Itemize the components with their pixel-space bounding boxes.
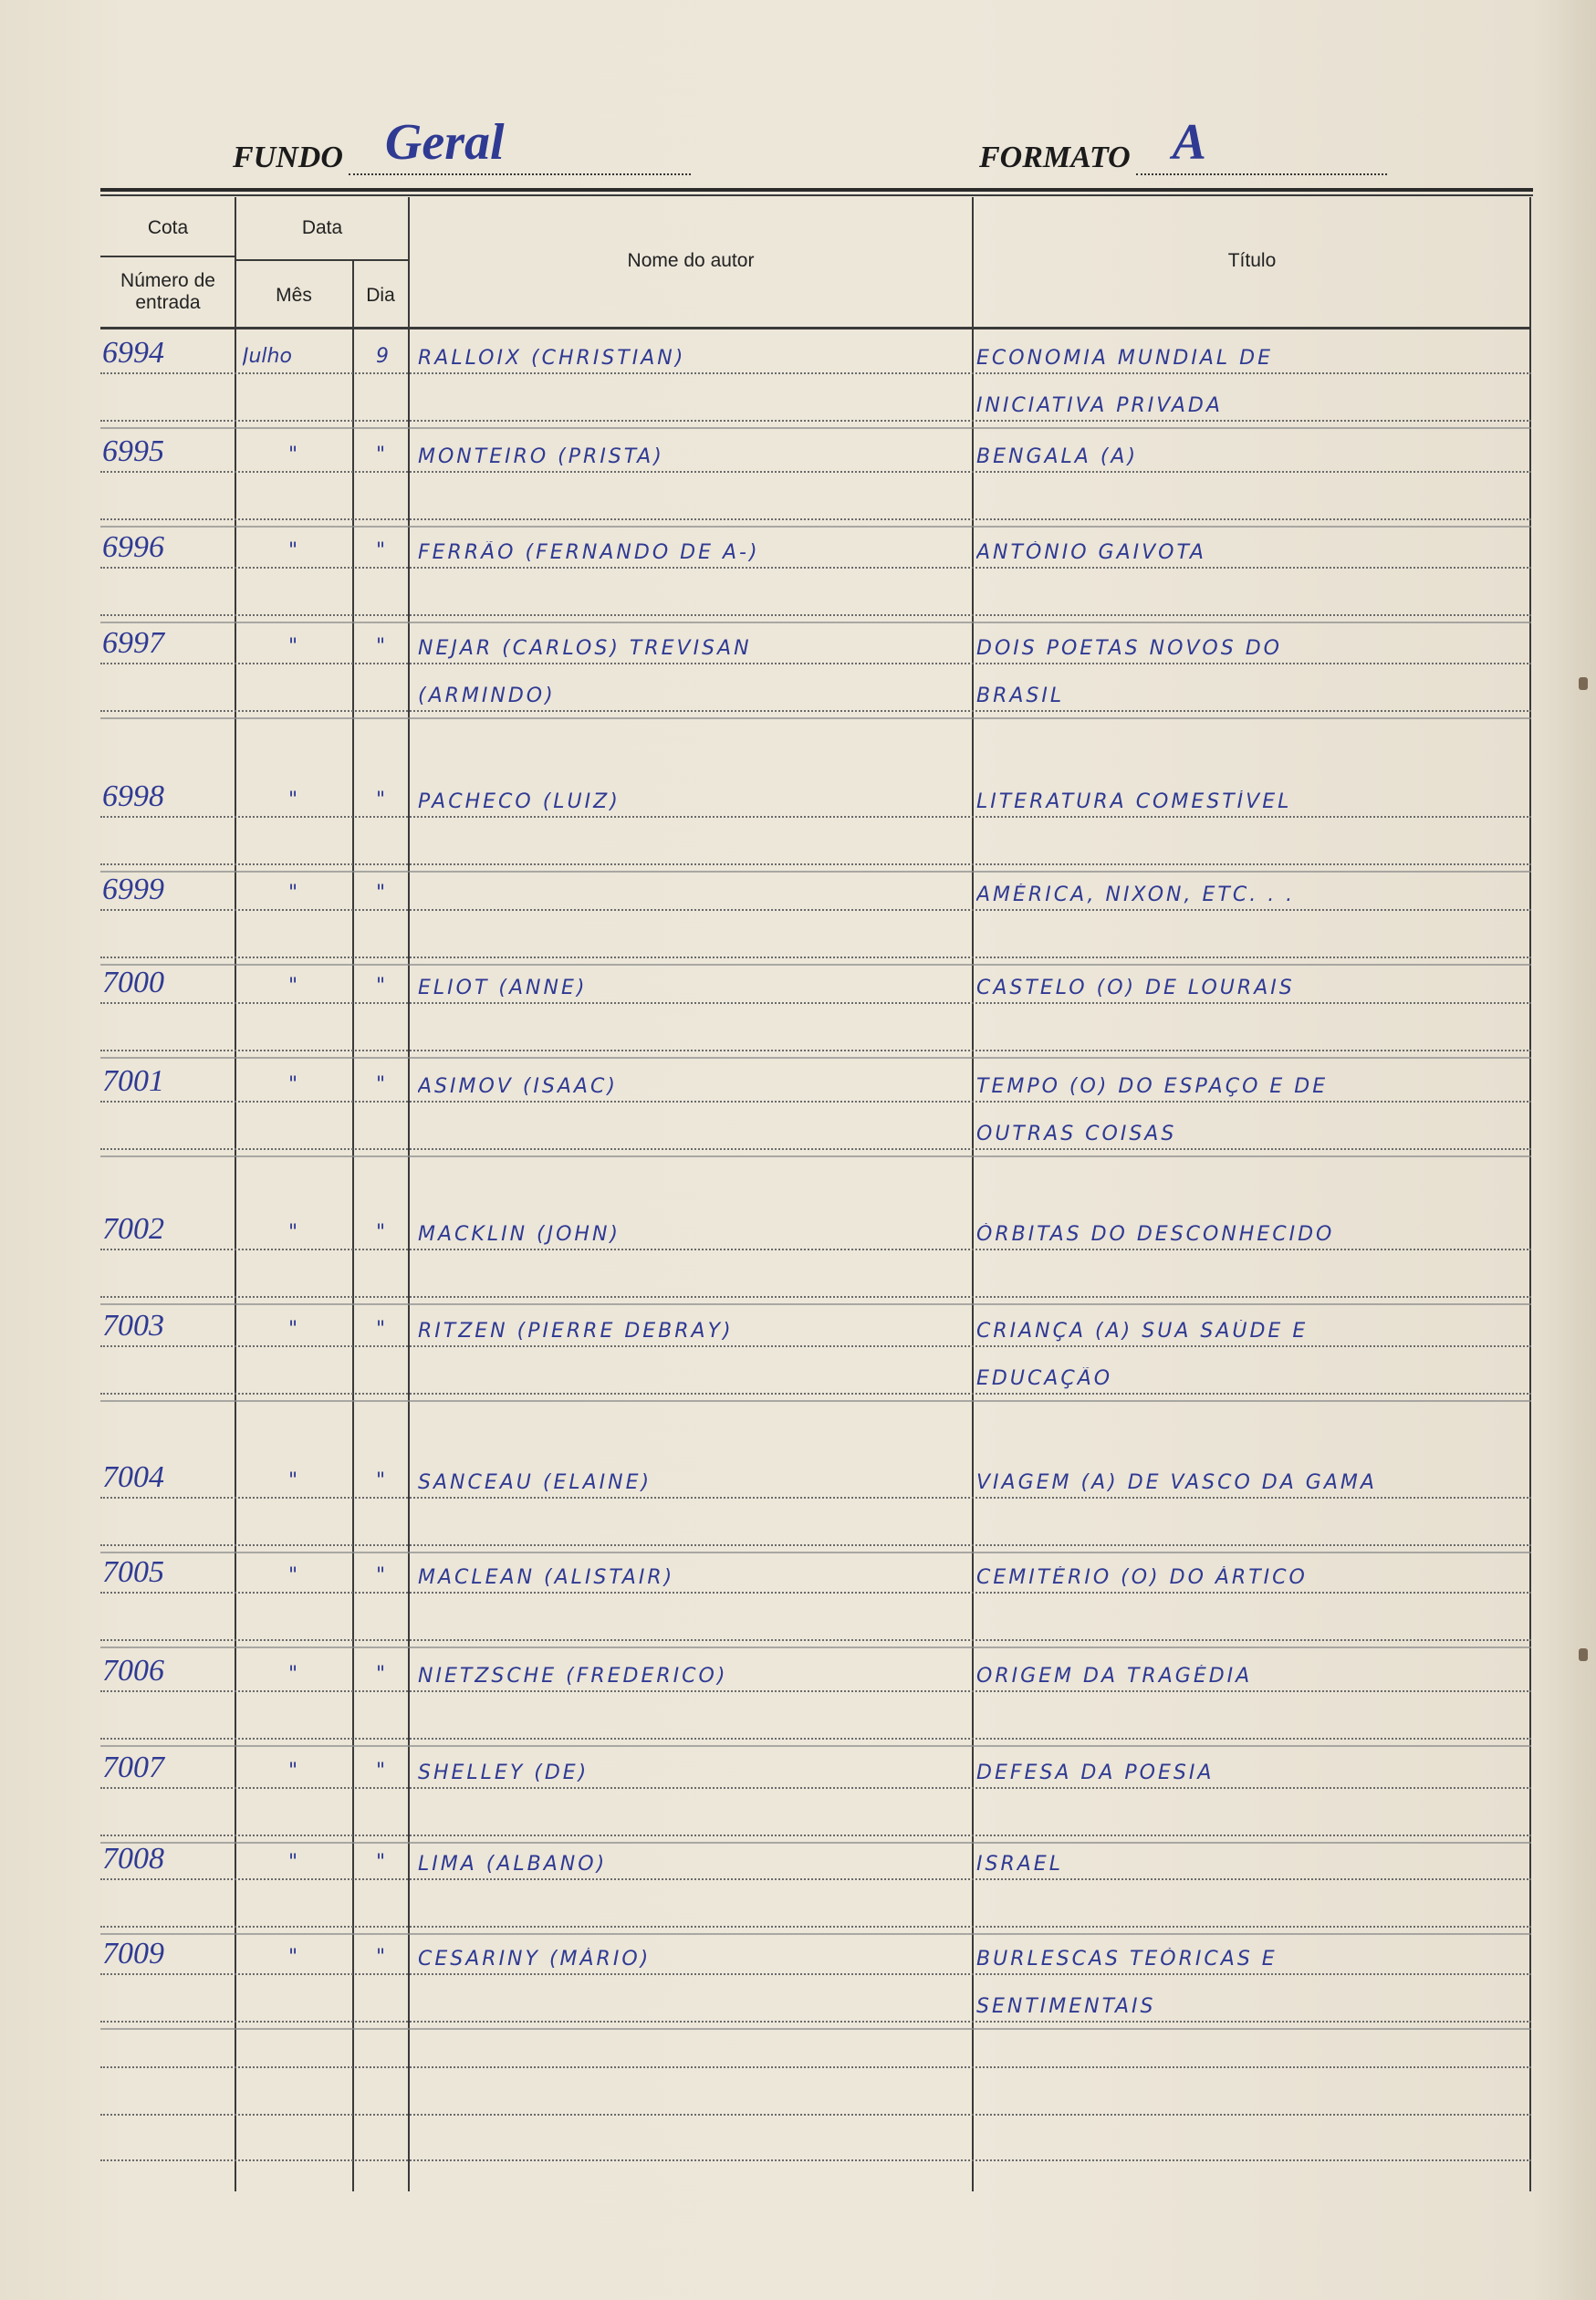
row-guide-line — [100, 567, 1531, 569]
day-value: " — [376, 789, 386, 811]
column-header-autor: Nome do autor — [627, 250, 755, 271]
author-name: RALLOIX (CHRISTIAN) — [418, 347, 686, 370]
author-name: MACKLIN (JOHN) — [418, 1223, 621, 1246]
author-name: FERRÃO (FERNANDO DE A-) — [418, 541, 760, 564]
author-name: NEJAR (CARLOS) TREVISAN — [418, 637, 752, 660]
cota-number: 7006 — [102, 1654, 164, 1688]
row-guide-line — [100, 1690, 1531, 1692]
row-separator — [100, 717, 1531, 719]
row-separator — [100, 1647, 1531, 1648]
row-separator — [100, 1155, 1531, 1157]
author-name: LIMA (ALBANO) — [418, 1853, 608, 1876]
title-text: BURLESCAS TEÓRICAS E — [976, 1948, 1278, 1971]
row-guide-line — [100, 1249, 1531, 1250]
row-guide-line — [100, 471, 1531, 473]
month-value: " — [288, 1663, 298, 1686]
month-value: " — [288, 1073, 298, 1096]
cota-number: 7003 — [102, 1309, 164, 1343]
cota-number: 7007 — [102, 1751, 164, 1784]
title-text: DEFESA DA POESIA — [976, 1762, 1215, 1784]
title-text: DOIS POETAS NOVOS DO — [976, 637, 1282, 660]
cota-number: 6996 — [102, 530, 164, 564]
title-text: SENTIMENTAIS — [976, 1995, 1156, 2018]
title-text: EDUCAÇÃO — [976, 1367, 1113, 1390]
row-guide-line — [100, 1101, 1531, 1103]
cota-number: 7008 — [102, 1842, 164, 1876]
author-name: ASIMOV (ISAAC) — [418, 1075, 618, 1098]
title-text: ANTÓNIO GAIVOTA — [976, 541, 1206, 564]
day-value: " — [376, 1760, 386, 1782]
day-value: " — [376, 1221, 386, 1244]
row-separator — [100, 622, 1531, 623]
author-name: NIETZSCHE (FREDERICO) — [418, 1665, 728, 1688]
column-header-titulo: Título — [1227, 250, 1277, 271]
month-value: " — [288, 789, 298, 811]
title-text: CRIANÇA (A) SUA SAÚDE E — [976, 1320, 1309, 1343]
column-line-right — [1529, 197, 1531, 2191]
column-header-cota: Cota — [147, 217, 189, 238]
cota-number: 6995 — [102, 434, 164, 468]
month-value: " — [288, 539, 298, 562]
title-text: VIAGEM (A) DE VASCO DA GAMA — [976, 1471, 1377, 1494]
row-separator — [100, 1552, 1531, 1553]
month-value: " — [288, 975, 298, 998]
formato-field — [979, 114, 1387, 175]
cota-number: 7004 — [102, 1460, 164, 1494]
title-text: LITERATURA COMESTÍVEL — [976, 790, 1292, 813]
row-guide-line — [100, 1592, 1531, 1594]
month-value: " — [288, 444, 298, 466]
row-guide-line — [100, 1878, 1531, 1880]
row-guide-line — [100, 1002, 1531, 1004]
row-separator — [100, 2028, 1531, 2030]
day-value: " — [376, 1851, 386, 1874]
row-guide-line — [100, 909, 1531, 911]
blank-guide-line — [100, 2114, 1531, 2116]
author-name: MONTEIRO (PRISTA) — [418, 445, 664, 468]
row-guide-line — [100, 1926, 1531, 1928]
title-text: AMÉRICA, NIXON, ETC. . . — [976, 883, 1296, 906]
cota-number: 7002 — [102, 1212, 164, 1246]
row-guide-line — [100, 1148, 1531, 1150]
row-separator — [100, 427, 1531, 429]
day-value: " — [376, 1946, 386, 1969]
month-value: " — [288, 1469, 298, 1492]
row-separator — [100, 964, 1531, 966]
blank-guide-line — [100, 2066, 1531, 2068]
day-value: " — [376, 1663, 386, 1686]
day-value: " — [376, 1469, 386, 1492]
title-text: BENGALA (A) — [976, 445, 1139, 468]
row-guide-line — [100, 1544, 1531, 1546]
header-divider-data — [235, 259, 409, 261]
row-separator — [100, 1842, 1531, 1844]
blank-guide-line — [100, 2159, 1531, 2161]
row-guide-line — [100, 1345, 1531, 1347]
cota-number: 6994 — [102, 336, 164, 370]
author-name: SHELLEY (DE) — [418, 1762, 589, 1784]
author-name: RITZEN (PIERRE DEBRAY) — [418, 1320, 734, 1343]
row-separator — [100, 1057, 1531, 1059]
row-guide-line — [100, 420, 1531, 422]
title-text: ECONOMIA MUNDIAL DE — [976, 347, 1273, 370]
row-guide-line — [100, 1050, 1531, 1051]
cota-number: 7005 — [102, 1555, 164, 1589]
fundo-field — [233, 114, 691, 175]
row-guide-line — [100, 1296, 1531, 1298]
day-value: " — [376, 635, 386, 658]
cota-number: 6998 — [102, 779, 164, 813]
row-guide-line — [100, 372, 1531, 374]
column-line-data — [408, 197, 410, 2191]
title-text: BRASIL — [976, 685, 1065, 707]
month-value: " — [288, 882, 298, 904]
title-text: ÓRBITAS DO DESCONHECIDO — [976, 1223, 1335, 1246]
title-text: ORIGEM DA TRAGÉDIA — [976, 1665, 1253, 1688]
row-guide-line — [100, 1835, 1531, 1836]
column-line-autor — [972, 197, 974, 2191]
column-line-cota — [235, 197, 236, 2191]
row-separator — [100, 526, 1531, 528]
fundo-value: Geral — [384, 114, 505, 171]
author-name: PACHECO (LUIZ) — [418, 790, 621, 813]
row-guide-line — [100, 1973, 1531, 1975]
author-name: SANCEAU (ELAINE) — [418, 1471, 652, 1494]
header-divider-cota — [100, 256, 235, 257]
table-top-rule — [100, 188, 1533, 192]
day-value: " — [376, 975, 386, 998]
day-value: " — [376, 1318, 386, 1341]
row-separator — [100, 1400, 1531, 1402]
author-name: (ARMINDO) — [418, 685, 556, 707]
cota-number: 7001 — [102, 1064, 164, 1098]
binding-staple — [1579, 677, 1588, 690]
row-guide-line — [100, 710, 1531, 712]
formato-label: FORMATO — [979, 141, 1131, 174]
day-value: " — [376, 882, 386, 904]
title-text: INICIATIVA PRIVADA — [976, 394, 1223, 417]
column-header-dia: Dia — [366, 285, 395, 306]
row-guide-line — [100, 863, 1531, 865]
month-value: " — [288, 1318, 298, 1341]
author-name: CESARINY (MÁRIO) — [418, 1948, 652, 1971]
row-guide-line — [100, 518, 1531, 520]
table-top-rule-thin — [100, 194, 1533, 196]
day-value: " — [376, 539, 386, 562]
formato-value: A — [1172, 114, 1207, 171]
month-value: " — [288, 1564, 298, 1587]
day-value: " — [376, 444, 386, 466]
cota-number: 7000 — [102, 966, 164, 999]
month-value: " — [288, 1221, 298, 1244]
row-guide-line — [100, 1497, 1531, 1499]
cota-number: 6999 — [102, 873, 164, 906]
header-bottom-rule — [100, 327, 1531, 329]
month-value: " — [288, 1946, 298, 1969]
day-value: " — [376, 1073, 386, 1096]
row-separator — [100, 1303, 1531, 1305]
row-guide-line — [100, 663, 1531, 664]
binding-staple — [1579, 1648, 1588, 1661]
month-value: " — [288, 1760, 298, 1782]
title-text: CASTELO (O) DE LOURAIS — [976, 977, 1295, 999]
day-value: " — [376, 1564, 386, 1587]
fundo-label: FUNDO — [233, 141, 343, 174]
cota-number: 7009 — [102, 1937, 164, 1971]
month-value: Julho — [243, 345, 292, 368]
title-text: TEMPO (O) DO ESPAÇO E DE — [976, 1075, 1329, 1098]
row-guide-line — [100, 816, 1531, 818]
cota-number: 6997 — [102, 626, 164, 660]
column-header-data: Data — [301, 217, 343, 238]
column-header-numero-entrada: Número de entrada — [120, 270, 215, 314]
row-guide-line — [100, 1639, 1531, 1641]
title-text: CEMITÉRIO (O) DO ÁRTICO — [976, 1566, 1308, 1589]
day-value: 9 — [376, 345, 389, 368]
row-separator — [100, 871, 1531, 873]
row-guide-line — [100, 614, 1531, 616]
month-value: " — [288, 1851, 298, 1874]
row-guide-line — [100, 1393, 1531, 1395]
row-guide-line — [100, 2021, 1531, 2023]
row-separator — [100, 1745, 1531, 1747]
column-header-mes: Mês — [276, 285, 312, 306]
title-text: ISRAEL — [976, 1853, 1063, 1876]
author-name: MACLEAN (ALISTAIR) — [418, 1566, 675, 1589]
row-separator — [100, 1933, 1531, 1935]
title-text: OUTRAS COISAS — [976, 1123, 1177, 1145]
month-value: " — [288, 635, 298, 658]
row-guide-line — [100, 957, 1531, 958]
author-name: ELIOT (ANNE) — [418, 977, 588, 999]
row-guide-line — [100, 1738, 1531, 1740]
row-guide-line — [100, 1787, 1531, 1789]
